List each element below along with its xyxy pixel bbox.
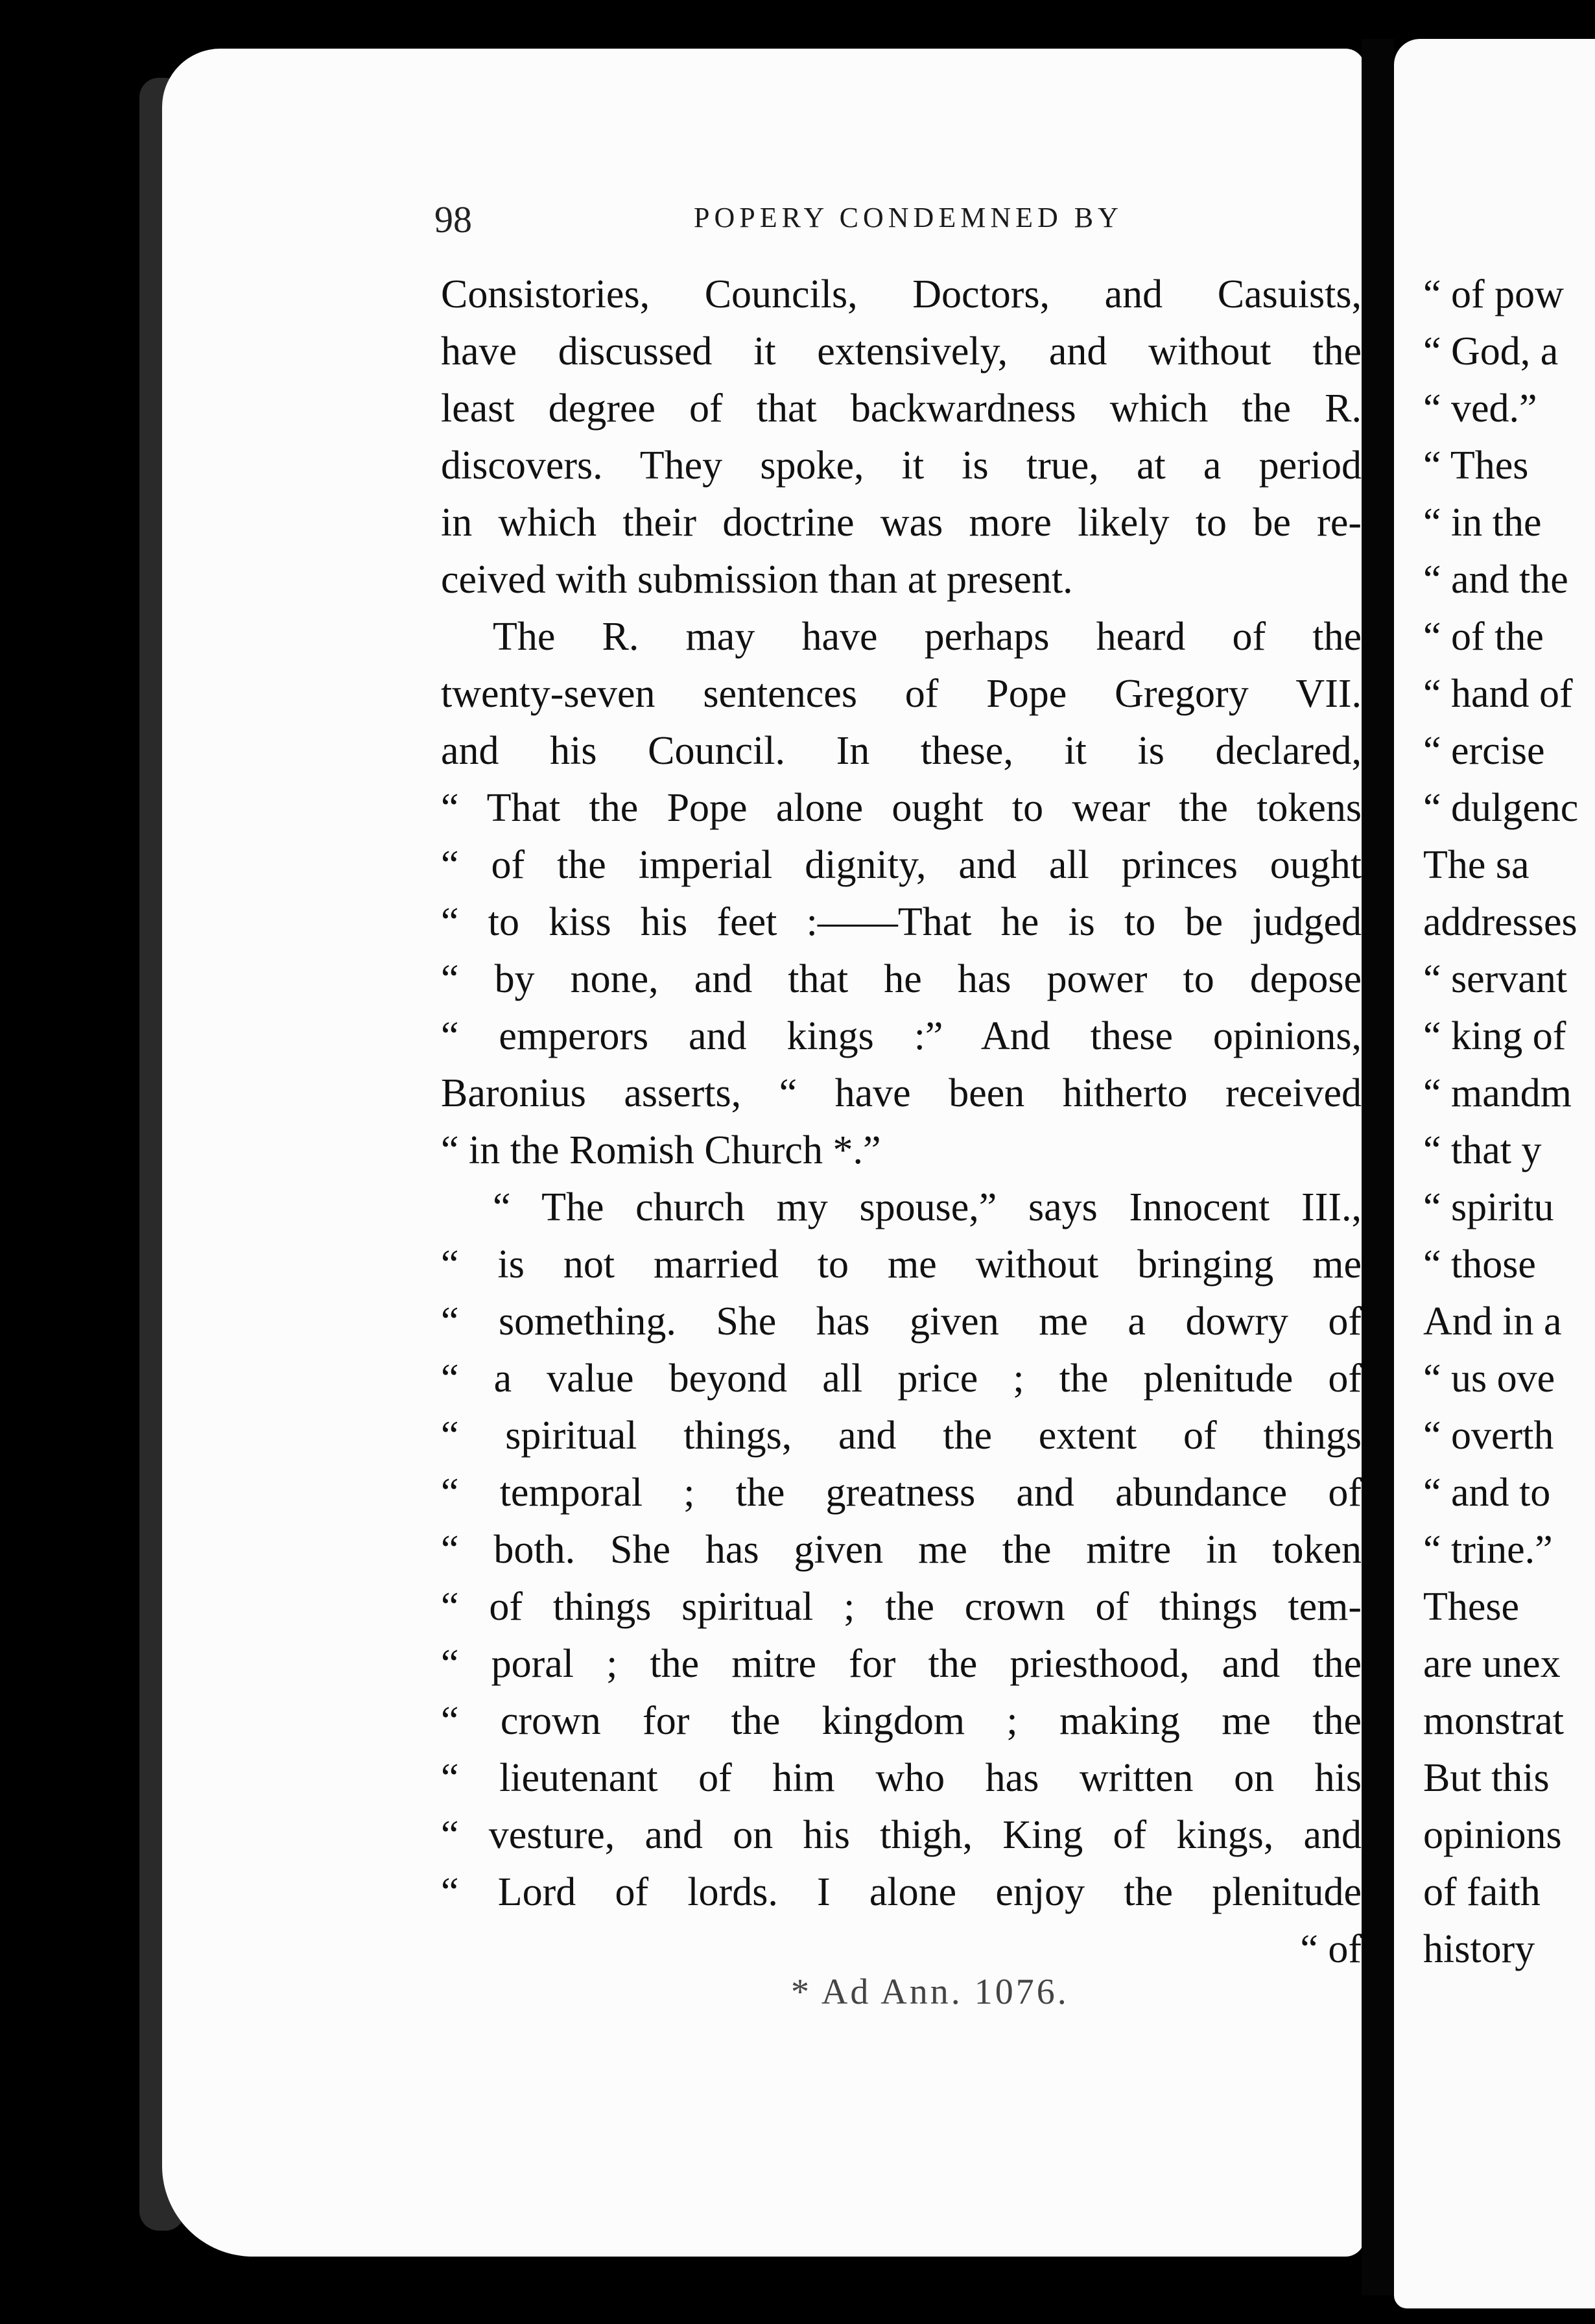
text-line: “ Thes [1423, 444, 1529, 488]
text-line: “ vesture, and on his thigh, King of kings, and [441, 1813, 1362, 1857]
text-line: “ of pow [1423, 272, 1564, 316]
text-line: have discussed it extensively, and without the [441, 329, 1362, 374]
page-header [434, 198, 1355, 256]
text-line: “ trine.” [1423, 1528, 1553, 1572]
text-line: And in a [1423, 1299, 1562, 1344]
text-line: discovers. They spoke, it is true, at a period [441, 444, 1362, 488]
running-head: POPERY CONDEMNED BY [694, 202, 1123, 233]
text-line: Consistories, Councils, Doctors, and Casuists, [441, 272, 1362, 316]
text-line: “ a value beyond all price ; the plenitude of [441, 1357, 1362, 1401]
text-line: Baronius asserts, “ have been hitherto received [441, 1071, 1362, 1115]
text-line: “ poral ; the mitre for the priesthood, and the [441, 1642, 1362, 1686]
text-line: “ something. She has given me a dowry of [441, 1299, 1362, 1344]
text-line: of faith [1423, 1870, 1541, 1914]
text-line: “ and the [1423, 558, 1568, 602]
catchword: “ of [1300, 1927, 1362, 1971]
text-line: “ to kiss his feet :——That he is to be judged [441, 900, 1362, 944]
footnote: * Ad Ann. 1076. [791, 1972, 1069, 2012]
text-line: “ spiritu [1423, 1185, 1554, 1229]
text-line: The sa [1423, 843, 1530, 887]
text-line: But this [1423, 1756, 1550, 1800]
text-line: “ in the Romish Church *.” [441, 1128, 881, 1172]
right-page-text [1423, 266, 1595, 1978]
text-line: “ God, a [1423, 329, 1559, 374]
text-line: “ both. She has given me the mitre in token [441, 1528, 1362, 1572]
text-line: “ ved.” [1423, 386, 1537, 431]
text-line: are unex [1423, 1642, 1561, 1686]
text-line: and his Council. In these, it is declared, [441, 729, 1362, 773]
text-line: “ king of [1423, 1014, 1566, 1058]
text-line: monstrat [1423, 1699, 1564, 1743]
text-line: “ Lord of lords. I alone enjoy the plenitude [441, 1870, 1362, 1914]
text-line: These [1423, 1585, 1520, 1629]
text-line: “ and to [1423, 1471, 1551, 1515]
text-line: “ by none, and that he has power to depose [441, 957, 1362, 1001]
text-line: “ That the Pope alone ought to wear the tokens [441, 786, 1362, 830]
page-number: 98 [434, 198, 472, 241]
text-line: “ emperors and kings :” And these opinions, [441, 1014, 1362, 1058]
text-line: “ spiritual things, and the extent of things [441, 1414, 1362, 1458]
text-line: “ The church my spouse,” says Innocent III., [493, 1185, 1362, 1229]
text-line: in which their doctrine was more likely to be re- [441, 501, 1362, 545]
book-gutter [1362, 39, 1394, 2295]
text-line: “ is not married to me without bringing me [441, 1242, 1362, 1286]
text-line: “ of things spiritual ; the crown of things tem- [441, 1585, 1362, 1629]
text-line: “ of the imperial dignity, and all princes ought [441, 843, 1362, 887]
text-line: history [1423, 1927, 1535, 1971]
text-line: “ in the [1423, 501, 1542, 545]
text-line: “ ercise [1423, 729, 1545, 773]
text-line: ceived with submission than at present. [441, 558, 1073, 602]
left-page-text [441, 266, 1362, 1978]
text-line: “ us ove [1423, 1357, 1555, 1401]
text-line: The R. may have perhaps heard of the [493, 615, 1362, 659]
text-line: “ that y [1423, 1128, 1542, 1172]
text-line: “ those [1423, 1242, 1536, 1286]
text-line: “ crown for the kingdom ; making me the [441, 1699, 1362, 1743]
text-line: “ mandm [1423, 1071, 1572, 1115]
text-line: “ lieutenant of him who has written on his [441, 1756, 1362, 1800]
text-line: “ servant [1423, 957, 1568, 1001]
text-line: “ temporal ; the greatness and abundance of [441, 1471, 1362, 1515]
text-line: “ dulgenc [1423, 786, 1579, 830]
text-line: “ hand of [1423, 672, 1573, 716]
text-line: least degree of that backwardness which the R. [441, 386, 1362, 431]
text-line: addresses [1423, 900, 1577, 944]
text-line: “ overth [1423, 1414, 1554, 1458]
text-line: opinions [1423, 1813, 1562, 1857]
text-line: “ of the [1423, 615, 1544, 659]
text-line: twenty-seven sentences of Pope Gregory VII. [441, 672, 1362, 716]
